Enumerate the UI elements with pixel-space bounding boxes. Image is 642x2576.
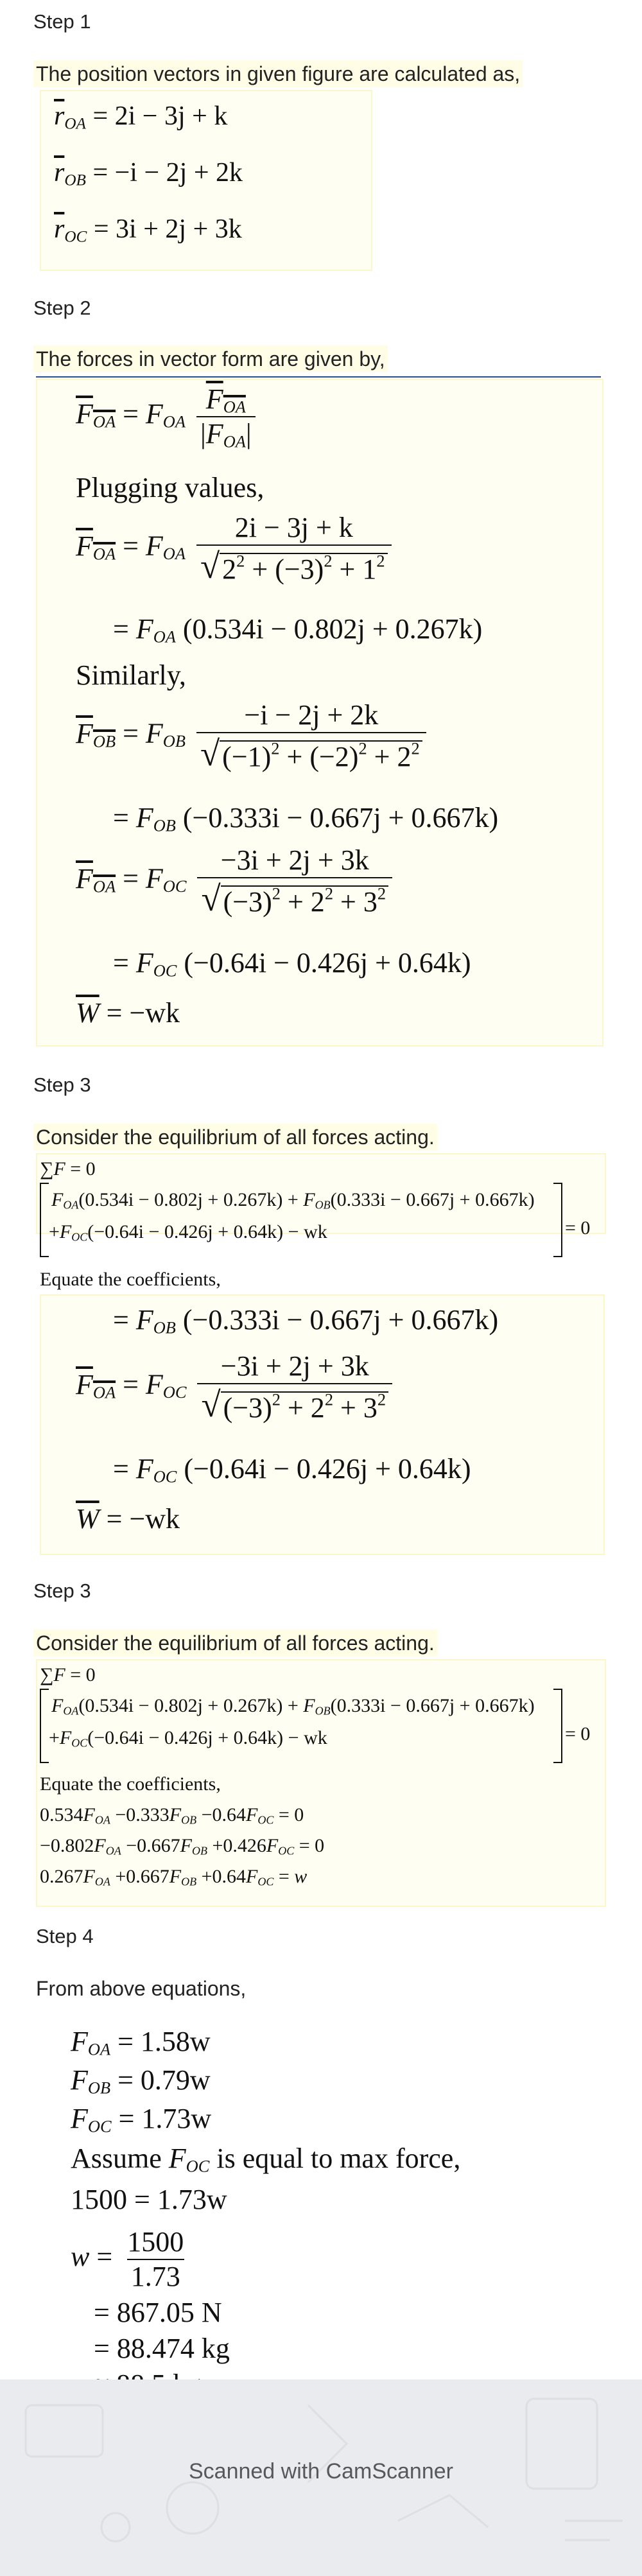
eq-rhs-b: = 0 [565, 1723, 591, 1745]
w-vector-repeat: $\overline{W} = -wk$ [76, 1503, 180, 1535]
equate-text-b: Equate the coefficients, [40, 1773, 221, 1795]
foa-def: $F_{OA} = F_{OA}$ $\frac{F_{OA}}{|F_{OA}|}$ [76, 385, 259, 448]
step-4-label: Step 4 [36, 1925, 94, 1947]
fob-plugged: $F_{OB} = F_{OB}$ −i − 2j + 2k √ $(-1)^2 + (-2)^2 + 2^2$ [76, 701, 430, 771]
step-2-rule [36, 376, 601, 378]
result-kg: = 88.474 kg [94, 2333, 230, 2364]
roc-equation: $\overline{r}_{OC} = 3i + 2j + 3k$ [54, 214, 242, 246]
sum-f-a: ∑F = 0 [40, 1158, 96, 1179]
similarly-text: Similarly, [76, 659, 186, 691]
eq-line2-a: $+F_{OC}(-0.64i - 0.426j + 0.64k)$ − wk [49, 1221, 327, 1244]
camscanner-footer [0, 2380, 642, 2576]
fob-vector-repeat: = $F_{OB}$ (−0.333i − 0.667j + 0.667k) [113, 1304, 499, 1337]
scanner-text: Scanned with CamScanner [188, 2459, 453, 2484]
fob-result: $F_{OB} = 0.79w$ [71, 2064, 211, 2098]
step-4-intro: From above equations, [36, 1977, 247, 2000]
step-3a-label: Step 3 [33, 1074, 91, 1096]
plugging-text: Plugging values, [76, 472, 265, 503]
eq-1500: 1500 = 1.73w [71, 2184, 227, 2215]
eq-line1-b: $F_{OA}(0.534i - 0.802j + 0.267k) + F_{OB}(0.333i - 0.667j + 0.667k)$ [51, 1695, 535, 1718]
step-2-label: Step 2 [33, 297, 91, 319]
foc-result: $F_{OC} = 1.73w$ [71, 2103, 212, 2136]
step-3b-label: Step 3 [33, 1580, 91, 1602]
sum-f-b: ∑F = 0 [40, 1664, 96, 1685]
bracket-right-a [553, 1183, 562, 1257]
roa-equation: $\overline{r}_{OA} = 2i - 3j + k$ [54, 101, 228, 133]
foa-plugged: $F_{OA} = F_{OA}$ 2i − 3j + k √ $2^2 + (-3)^2 + 1^2$ [76, 514, 395, 584]
foc-plugged: $F_{OA} = F_{OC}$ −3i + 2j + 3k √ $(-3)^2 + 2^2 + 3^2$ [76, 846, 396, 916]
foa-vector: = $F_{OA}$ (0.534i − 0.802j + 0.267k) [113, 613, 483, 647]
assume-text: Assume $F_{OC}$ is equal to max force, [71, 2143, 461, 2176]
result-newton: = 867.05 N [94, 2297, 222, 2328]
eq-rhs-a: = 0 [565, 1217, 591, 1239]
coef-eq-3: $0.267F_{OA} +0.667F_{OB} +0.64F_{OC} = w$ [40, 1866, 308, 1888]
foa-result: $F_{OA} = 1.58w$ [71, 2026, 211, 2059]
coef-eq-2: $-0.802F_{OA} -0.667F_{OB} +0.426F_{OC} = 0$ [40, 1835, 325, 1858]
rob-equation: $\overline{r}_{OB} = -i - 2j + 2k$ [54, 158, 243, 189]
bracket-left-b [40, 1689, 49, 1763]
equate-text-a: Equate the coefficients, [40, 1269, 221, 1290]
w-vector: $\overline{W} = -wk$ [76, 997, 180, 1029]
bracket-right-b [553, 1689, 562, 1763]
fob-vector: = $F_{OB}$ (−0.333i − 0.667j + 0.667k) [113, 802, 499, 835]
foc-vector-repeat: = $F_{OC}$ (−0.64i − 0.426j + 0.64k) [113, 1453, 471, 1486]
eq-line2-b: $+F_{OC}(-0.64i - 0.426j + 0.64k)$ − wk [49, 1727, 327, 1750]
step-1-intro: The position vectors in given figure are calculated as, [33, 60, 523, 87]
foc-vector: = $F_{OC}$ (−0.64i − 0.426j + 0.64k) [113, 947, 471, 980]
step-3b-intro: Consider the equilibrium of all forces acting. [33, 1630, 437, 1657]
step-1-label: Step 1 [33, 10, 91, 33]
step-2-intro: The forces in vector form are given by, [33, 345, 388, 372]
coef-eq-1: $0.534F_{OA} -0.333F_{OB} -0.64F_{OC} = 0$ [40, 1804, 304, 1827]
w-fraction: w = $\frac{1500}{1.73}$ [71, 2226, 184, 2292]
bracket-left-a [40, 1183, 49, 1257]
eq-line1-a: $F_{OA}(0.534i - 0.802j + 0.267k) + F_{OB}(0.333i - 0.667j + 0.667k)$ [51, 1189, 535, 1212]
step-3a-intro: Consider the equilibrium of all forces acting. [33, 1124, 437, 1151]
foc-plugged-repeat: $F_{OA} = F_{OC}$ −3i + 2j + 3k √ $(-3)^2 + 2^2 + 3^2$ [76, 1352, 396, 1422]
